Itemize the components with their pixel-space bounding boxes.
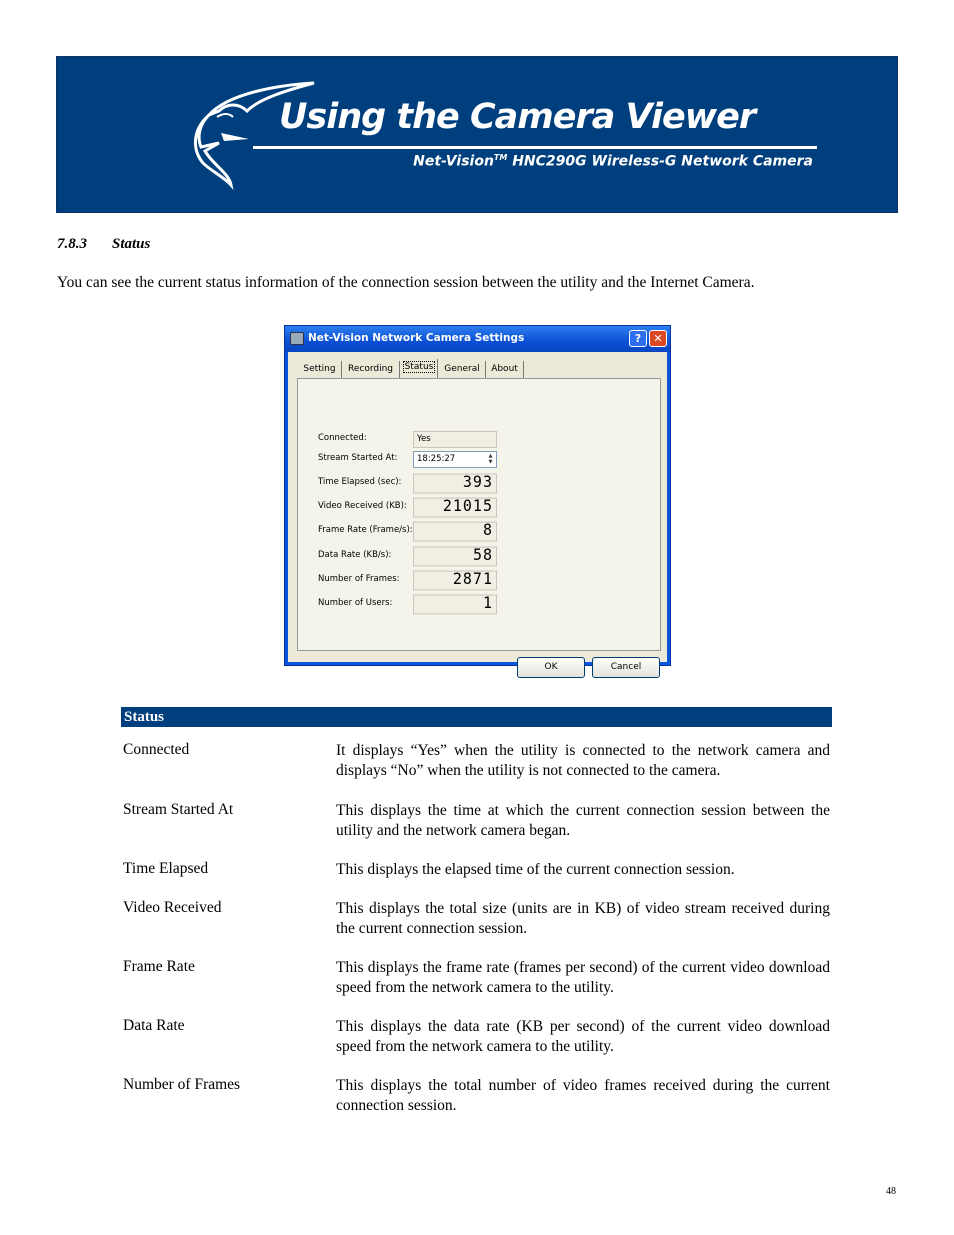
term-connected: Connected bbox=[123, 741, 190, 758]
stream-started-label: Stream Started At: bbox=[318, 453, 398, 463]
page-number: 48 bbox=[886, 1186, 896, 1197]
trademark-mark: TM bbox=[493, 153, 508, 162]
dialog-client bbox=[288, 352, 667, 672]
term-frame-rate: Frame Rate bbox=[123, 958, 195, 975]
time-elapsed-value: 393 bbox=[413, 474, 497, 494]
term-data-rate: Data Rate bbox=[123, 1017, 185, 1034]
dialog-title: Net-Vision Network Camera Settings bbox=[308, 332, 525, 344]
tab-recording[interactable] bbox=[342, 361, 400, 378]
intro-paragraph: You can see the current status information of the connection session between the utility and the Internet Camera. bbox=[57, 274, 755, 291]
tab-about[interactable] bbox=[486, 361, 524, 378]
desc-time-elapsed: This displays the elapsed time of the current connection session. bbox=[336, 861, 735, 878]
cancel-button[interactable]: Cancel bbox=[592, 657, 660, 678]
desc-connected: It displays “Yes” when the utility is connected to the network camera and displays “No” when the utility is not connected to the camera. bbox=[336, 742, 830, 779]
video-received-label: Video Received (KB): bbox=[318, 501, 407, 511]
tab-label: About bbox=[491, 364, 518, 374]
number-of-users-value: 1 bbox=[413, 595, 497, 615]
stream-started-field[interactable] bbox=[413, 451, 497, 468]
status-panel bbox=[297, 378, 661, 651]
tab-status[interactable] bbox=[401, 359, 438, 378]
status-table-header: Status bbox=[121, 707, 832, 727]
tab-label: Recording bbox=[347, 364, 393, 374]
banner-subtitle-brand: Net-Vision bbox=[413, 153, 494, 170]
banner-title: Using the Camera Viewer bbox=[279, 97, 756, 137]
desc-frame-rate: This displays the frame rate (frames per second) of the current video download speed from the network camera to the utility. bbox=[336, 959, 830, 996]
section-number: 7.8.3 bbox=[57, 236, 87, 252]
number-of-users-label: Number of Users: bbox=[318, 598, 393, 608]
stream-started-value: 18:25:27 bbox=[417, 454, 456, 464]
time-elapsed-label: Time Elapsed (sec): bbox=[318, 477, 402, 487]
connected-value: Yes bbox=[413, 431, 497, 448]
banner-subtitle-model: HNC290G Wireless-G Network Camera bbox=[507, 153, 813, 170]
ok-button[interactable]: OK bbox=[517, 657, 585, 678]
header-banner bbox=[56, 56, 898, 213]
desc-video-received: This displays the total size (units are in KB) of video stream received during the current connection session. bbox=[336, 900, 830, 937]
term-time-elapsed: Time Elapsed bbox=[123, 860, 209, 877]
term-video-received: Video Received bbox=[123, 899, 222, 916]
dialog-titlebar[interactable] bbox=[285, 326, 670, 352]
close-button[interactable]: ✕ bbox=[649, 330, 667, 347]
data-rate-value: 58 bbox=[413, 547, 497, 567]
tab-general[interactable] bbox=[439, 361, 486, 378]
video-received-value: 21015 bbox=[413, 498, 497, 518]
term-number-of-frames: Number of Frames bbox=[123, 1076, 241, 1093]
number-of-frames-value: 2871 bbox=[413, 571, 497, 591]
desc-data-rate: This displays the data rate (KB per second) of the current video download speed from the network camera to the utility. bbox=[336, 1018, 830, 1055]
frame-rate-value: 8 bbox=[413, 522, 497, 542]
number-of-frames-label: Number of Frames: bbox=[318, 574, 400, 584]
banner-subtitle bbox=[413, 153, 813, 170]
tab-setting[interactable] bbox=[298, 361, 342, 378]
desc-number-of-frames: This displays the total number of video frames received during the current connection session. bbox=[336, 1077, 830, 1114]
term-stream-started: Stream Started At bbox=[123, 801, 234, 818]
tab-label: Setting bbox=[303, 364, 336, 374]
section-title: Status bbox=[112, 236, 151, 252]
desc-stream-started: This displays the time at which the current connection session between the utility and the network camera began. bbox=[336, 802, 830, 839]
frame-rate-label: Frame Rate (Frame/s): bbox=[318, 525, 413, 535]
settings-dialog bbox=[284, 325, 671, 672]
tab-label: General bbox=[444, 364, 480, 374]
spinner-arrows-icon[interactable]: ▲ ▼ bbox=[488, 453, 493, 465]
help-button[interactable]: ? bbox=[629, 330, 647, 347]
tab-label: Status bbox=[404, 362, 434, 372]
data-rate-label: Data Rate (KB/s): bbox=[318, 550, 392, 560]
connected-label: Connected: bbox=[318, 433, 367, 443]
banner-rule bbox=[253, 146, 817, 149]
app-icon bbox=[290, 332, 304, 345]
